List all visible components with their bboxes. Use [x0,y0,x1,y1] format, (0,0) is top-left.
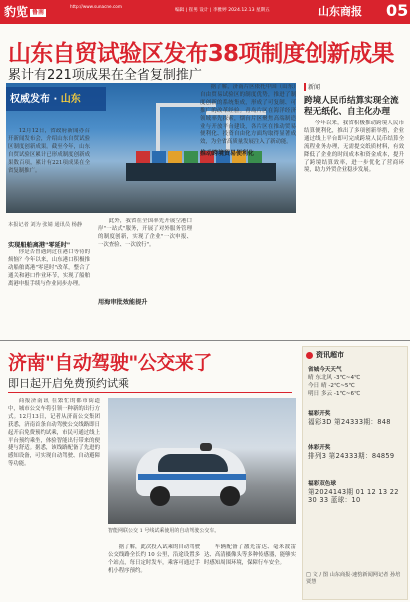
second-headline: 济南"自动驾驶"公交来了 [8,352,212,374]
photo-caption: 智能网联公交 1 号线试乘使用的自动驾驶公交车。 [108,528,220,534]
second-column-2: 据了解，此次投入试乘的自动驾驶公交线路全长约 10 公里，沿途设置多个站点，每日定时发车，乘客可通过手机小程序预约。 [108,544,200,574]
lead-column-3: 据了解，济南片区依托中国（山东）自由贸易试验区的制度优势，推进了制度创新的系统集成，形成了可复制、可推广的改革经验。青岛片区在海洋经济领域率先探索，烟台片区聚焦高端制造业与开放平台建设，各片区在推动贸易便利化、投资自由化方面均取得显著成效，为全省高质量发展注入了新动能。 推动跨境贸易便利化 [200,84,296,158]
weather-line: 晴 东北风 -3℃~4℃ [308,375,361,381]
second-column-3: 车辆配备了激光雷达、毫米波雷达、高清摄像头等多种传感器，能够实时感知周围环境，保障行车安全。 [204,544,296,566]
right-column-title: 跨境人民币结算实现全流程无纸化、自主化办理 [304,96,399,117]
photo-overlay-banner: 权威发布 · 山东 [6,87,106,111]
lottery-section-3 [308,480,404,504]
lottery-numbers: 第2024143期 01 12 13 22 30 33 蓝球：10 [308,488,399,504]
lottery-numbers: 排列3 第24333期：84859 [308,452,395,460]
second-subheadline: 即日起开启免费预约试乘 [8,377,129,390]
lead-column-1: 你是否曾遇到过在港口等待的烦恼？今年以来，山东港口积极推动船舶离港"零延时"改革，整合了通关和港口作业环节，实现了船舶离港申报手续与作业同步办理。 [8,249,90,287]
weather-line: 明日 多云 -1℃~6℃ [308,391,361,397]
headline-rule [8,392,292,393]
masthead-meta: 编辑 | 崔男 设计 | 李雅婷 2024.12.13 星期五 [175,8,270,13]
lottery-numbers: 福彩3D 第24333期：848 [308,418,391,426]
lead-paragraph: 12月12日，省政府新闻办召开新闻发布会，介绍山东自贸试验区制度创新成果。截至今年，山东自贸试验区累计已形成制度创新成果数百项，累计有221项成果在全省复制推广。 [8,128,90,174]
page-number: 05 [386,1,409,20]
column-3-subhead: 推动跨境贸易便利化 [200,150,255,158]
right-column-marker [304,83,306,91]
lottery-section-2 [308,444,404,460]
weather-line: 今日 晴 -2℃~5℃ [308,383,355,389]
bus-photo [108,398,296,524]
lead-subheadline: 累计有221项成果在全省复制推广 [8,68,202,83]
section-heading: 实现船舶离港"零延时" [8,242,71,249]
lead-credit: 本报记者 刘为 张婧 通讯员 杨静 [8,222,83,228]
right-column-text: 今年以来，我省积极推动跨境人民币结算便利化，推出了多项创新举措，企业通过线上平台即可完成跨境人民币结算全流程业务办理，无需提交纸质材料，有效降低了企业的时间成本和资金成本，提升了跨境结算效率，进一步优化了营商环境，助力外贸企业稳步发展。 [304,120,404,174]
info-credit: □ 文 / 图 山东商报·速豹新闻网记者 孙培 贾慧 [306,572,401,585]
weather-heading: 省城今天天气 [308,367,342,373]
right-column-label: 新闻 [308,84,321,91]
section-divider [0,340,410,341]
weather-section [308,366,404,398]
lottery-heading: 体彩开奖 [308,445,331,451]
second-column-1: 商报济南讯 在繁忙的都市街道中，城市公交车将引领一种新的出行方式。12月13日，记者从济南公交集团获悉，济南首条自动驾驶公交线路即日起开启免费预约试乘，市民可通过线上平台预约乘坐，体验智能出行带来的便捷与舒适。据悉，该线路配备了先进的感知设备，可实现自动驾驶、自动避障等功能。 [8,398,100,468]
lead-column-2: 此外，我省在全国率先开展空港口岸"一站式"服务，开展了对外服务管理的制度创新，实现了企业"一次申报、一次查验、一次放行"。 [98,218,192,248]
lottery-heading: 福彩开奖 [308,411,331,417]
lottery-heading: 福彩双色球 [308,481,336,487]
lottery-section-1 [308,410,404,426]
dot-icon [306,352,313,359]
masthead-url[interactable]: http://www.sunacne.com [70,4,122,9]
info-box-title: 资讯超市 [316,351,344,359]
masthead-paper-name: 山东商报 [318,5,362,18]
masthead-logo: 豹览 鲁南 [4,5,45,19]
lead-headline: 山东自贸试验区发布38项制度创新成果 [8,41,394,67]
section-heading-2: 用海审批效能提升 [98,299,148,306]
masthead-logo-tag: 鲁南 [32,8,45,16]
